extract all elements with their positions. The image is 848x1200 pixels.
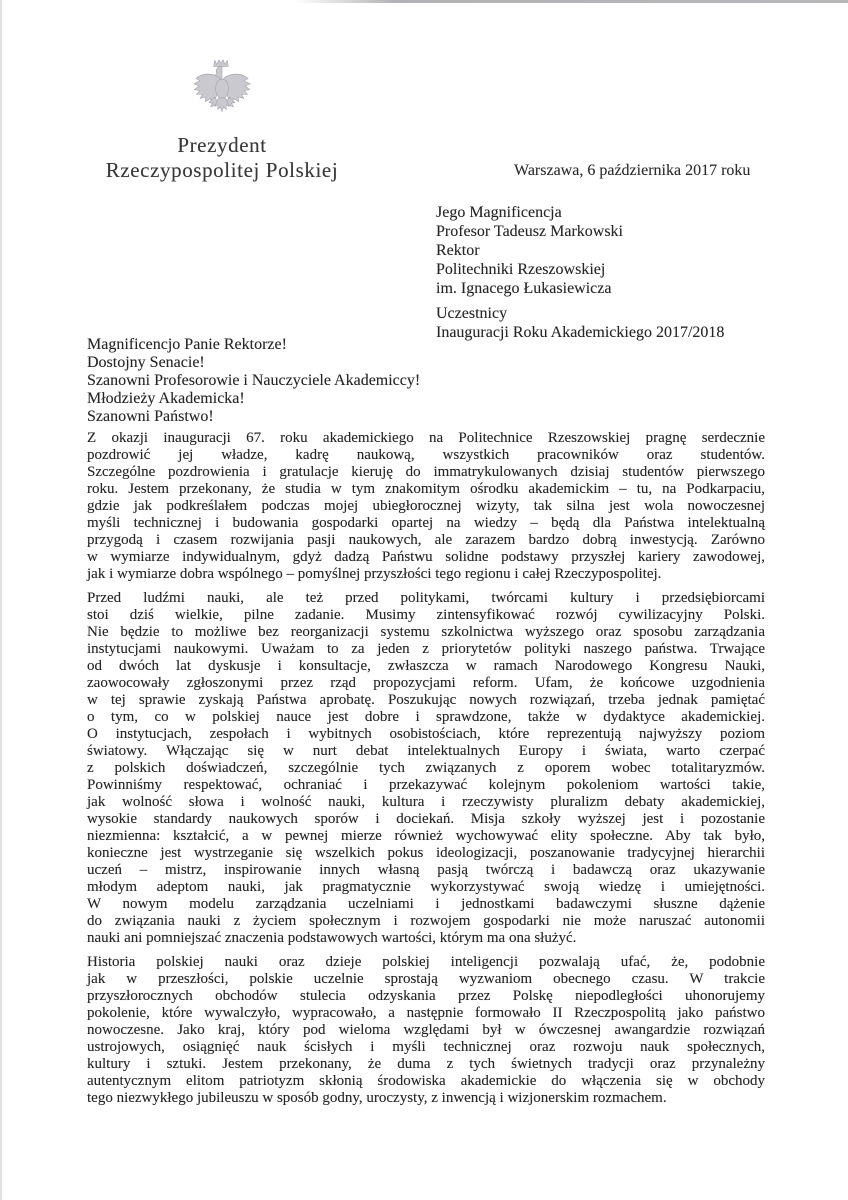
- text-line: Profesor Tadeusz Markowski: [436, 223, 623, 240]
- letterhead: [98, 55, 346, 183]
- text-line: niezmienna: kształcić, a w pewnej mierze również wychowywać elity społeczne. Aby tak było,: [87, 828, 765, 844]
- text-line: myśli technicznej i budowania gospodarki opartej na wiedzy – będą dla Państwa intelektualną: [87, 515, 765, 531]
- text-line: ustrojowych, osiągnięć nauk ścisłych i myśli technicznej oraz rozwoju nauk społecznych,: [87, 1039, 765, 1055]
- text-line: Jego Magnificencja: [436, 204, 562, 221]
- dateline: Warszawa, 6 października 2017 roku: [514, 162, 751, 179]
- text-line: Powinniśmy respektować, ochraniać i przekazywać kolejnym pokoleniom wartości takie,: [87, 777, 765, 793]
- text-line: instytucjami naukowymi. Uważam to za jeden z priorytetów polityki naszego państwa. Trwające: [87, 641, 765, 657]
- text-line: Szanowni Państwo!: [87, 408, 214, 425]
- text-line: Dostojny Senacie!: [87, 354, 205, 371]
- text-line: konieczne jest wystrzeganie się wszelkich pokus ideologizacji, poszanowanie tradycyjnej hierarchii: [87, 845, 765, 861]
- text-line: Z okazji inauguracji 67. roku akademickiego na Politechnice Rzeszowskiej pragnę serdecznie: [87, 430, 765, 446]
- sender-title: [98, 133, 346, 183]
- text-line: w wymiarze indywidualnym, gdyż dadzą Państwu solidne podstawy przyszłej kariery zawodowej,: [87, 549, 765, 565]
- addressee-secondary: [436, 304, 724, 342]
- text-line: pokolenie, które wywalczyło, wypracowało, a następnie formowało II Rzeczpospolitą jako państwo: [87, 1005, 765, 1021]
- text-line: nauki ani pomniejszać znaczenia podstawowych wartości, którym ma ona służyć.: [87, 930, 577, 946]
- text-line: z polskich doświadczeń, szczególnie tych związanych z oporem wobec totalitaryzmów.: [87, 760, 765, 776]
- text-line: roku. Jestem przekonany, że studia w tym znakomitym ośrodku akademickim – tu, na Podkarpaciu,: [87, 481, 765, 497]
- text-line: Politechniki Rzeszowskiej: [436, 261, 606, 278]
- text-line: jak w przeszłości, polskie uczelnie sprostają wyzwaniom obecnego czasu. W trakcie: [87, 971, 765, 987]
- text-line: młodym adeptom nauki, jak pragmatycznie wykorzystywać swoją wiedzę i umiejętności.: [87, 879, 765, 895]
- sender-title-line2: Rzeczypospolitej Polskiej: [105, 158, 339, 182]
- text-line: Historia polskiej nauki oraz dzieje polskiej inteligencji pozwalają ufać, że, podobnie: [87, 954, 765, 970]
- text-line: światowy. Włączając się w nurt debat intelektualnych Europy i świata, warto czerpać: [87, 743, 765, 759]
- sender-title-line1: Prezydent: [177, 133, 267, 157]
- text-line: Szanowni Profesorowie i Nauczyciele Akademiccy!: [87, 372, 421, 389]
- text-line: O instytucjach, zespołach i wybitnych osobistościach, które reprezentują najwyższy poziom: [87, 726, 765, 742]
- text-line: Inauguracji Roku Akademickiego 2017/2018: [436, 324, 725, 341]
- text-line: Przed ludźmi nauki, ale też przed politykami, twórcami kultury i przedsiębiorcami: [87, 590, 765, 606]
- text-line: gdzie jak podkreślałem podczas mojej ubiegłorocznej wizyty, tak silna jest wola nowoczesnej: [87, 498, 765, 514]
- text-line: wysokie standardy naukowych sporów i dociekań. Misja szkoły wyższej jest i pozostanie: [87, 811, 765, 827]
- addressee-primary: [436, 203, 724, 298]
- polish-eagle-emblem-icon: [190, 55, 254, 121]
- text-line: kultury i sztuki. Jestem przekonany, że duma z tych świetnych tradycji oraz przynależny: [87, 1056, 765, 1072]
- text-line: przyszłorocznych obchodów stulecia odzyskania przez Polskę niepodległości uhonorujemy: [87, 988, 765, 1004]
- text-line: nowoczesne. Jako kraj, który pod wieloma względami był w ówczesnej awangardzie rozwiązań: [87, 1022, 765, 1038]
- text-line: do związania nauki z życiem społecznym i rozwojem gospodarki nie może naruszać autonomii: [87, 913, 765, 929]
- body-paragraph-3: [87, 954, 765, 1107]
- text-line: Młodzieży Akademicka!: [87, 390, 245, 407]
- text-line: tego niezwykłego jubileuszu w sposób godny, uroczysty, z inwencją i wizjonerskim rozmachem.: [87, 1090, 667, 1106]
- salutation-block: [87, 336, 420, 426]
- text-line: uczeń – mistrz, inspirowanie innych własną pasją twórczą i badawczą oraz ukazywanie: [87, 862, 765, 878]
- addressee-block: [436, 203, 724, 342]
- body-paragraph-2: [87, 590, 765, 947]
- text-line: od dwóch lat dyskusje i konsultacje, zwłaszcza w ramach Narodowego Kongresu Nauki,: [87, 658, 765, 674]
- text-line: Uczestnicy: [436, 305, 508, 322]
- text-line: Nie będzie to możliwe bez reorganizacji systemu szkolnictwa wyższego oraz sposobu zarządzania: [87, 624, 765, 640]
- text-line: stoi dziś wielkie, pilne zadanie. Musimy zintensyfikować rozwój cywilizacyjny Polski.: [87, 607, 765, 623]
- text-line: o tym, co w polskiej nauce jest dobre i sprawdzone, także w dydaktyce akademickiej.: [87, 709, 765, 725]
- text-line: Szczególne pozdrowienia i gratulacje kieruję do immatrykulowanych dzisiaj studentów pierwszego: [87, 464, 765, 480]
- scan-artifact-left: [0, 0, 2, 1200]
- text-line: autentycznym elitom patriotyzm skłonią środowiska akademickie do włączenia się w obchody: [87, 1073, 765, 1089]
- letter-body: [87, 430, 765, 1114]
- text-line: przygodą i czasem rozwijania pasji naukowych, ale zarazem bardzo dobrą inwestycją. Zarówno: [87, 532, 765, 548]
- body-paragraph-1: [87, 430, 765, 583]
- text-line: pozdrowić jej władze, kadrę naukową, wszystkich pracowników oraz studentów.: [87, 447, 765, 463]
- text-line: Magnificencjo Panie Rektorze!: [87, 336, 287, 353]
- text-line: jak i wymiarze dobra wspólnego – pomyślnej przyszłości tego regionu i całej Rzeczypospolitej.: [87, 566, 662, 582]
- text-line: w tej sprawie zyskają Państwa aprobatę. Poszukując nowych rozwiązań, trzeba jednak pamiętać: [87, 692, 765, 708]
- text-line: jak wolność słowa i wolność nauki, kultura i rzeczywisty pluralizm debaty akademickiej,: [87, 794, 765, 810]
- text-line: im. Ignacego Łukasiewicza: [436, 280, 612, 297]
- text-line: Rektor: [436, 242, 480, 259]
- scan-artifact-top: [295, 0, 848, 3]
- text-line: W nowym modelu zarządzania uczelniami i jednostkami badawczymi słuszne dążenie: [87, 896, 765, 912]
- text-line: zaowocowały zgłoszonymi przez rząd propozycjami reform. Ufam, że końcowe uzgodnienia: [87, 675, 765, 691]
